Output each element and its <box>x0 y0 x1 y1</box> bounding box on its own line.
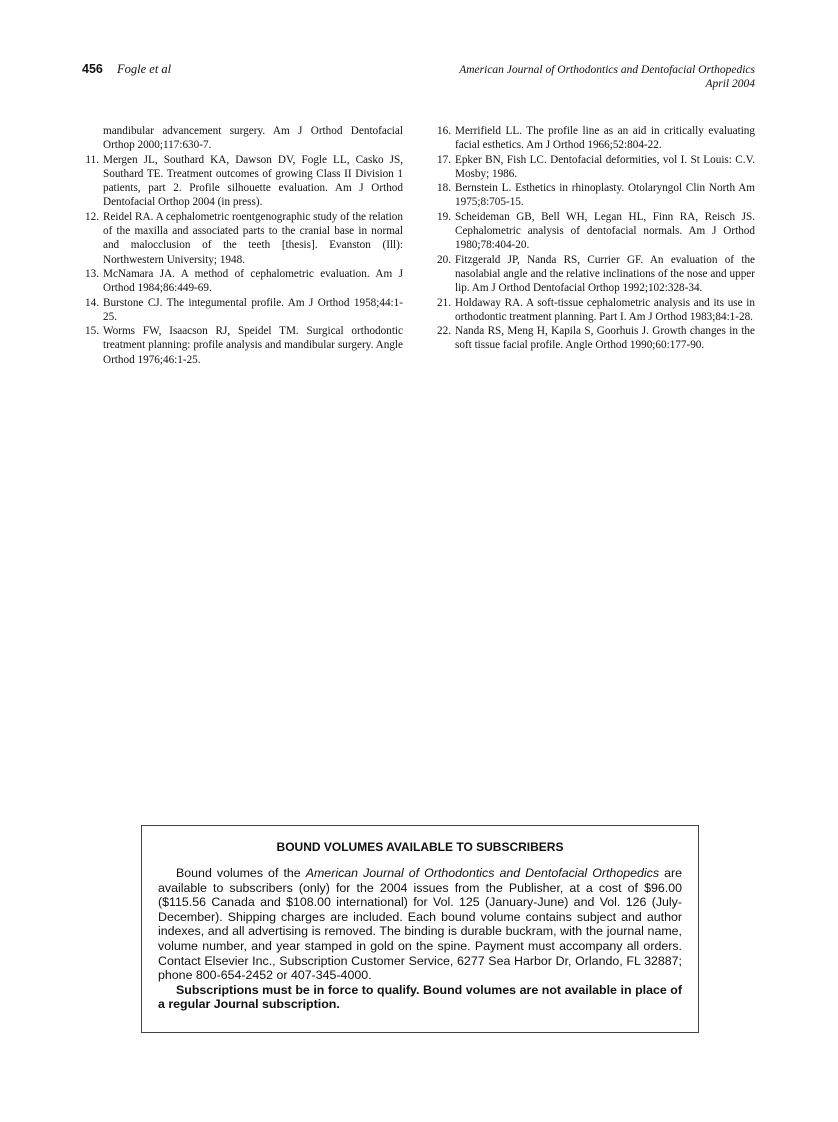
reference-item <box>437 296 755 325</box>
reference-item <box>437 324 755 353</box>
bound-volumes-notice <box>141 825 699 1033</box>
notice-journal: American Journal of Orthodontics and Dentofacial Orthopedics <box>305 866 660 880</box>
notice-title: BOUND VOLUMES AVAILABLE TO SUBSCRIBERS <box>276 840 564 854</box>
notice-text: are available to subscribers (only) for the 2004 issues from the Publisher, at a cost of $96.00 ($115.56 Canada and $108.00 international) for Vol. 125 (January-June) and Vol. 126 (July-December). Shipping charges are included. Each bound volume contains subject and author indexes, and all advertising is removed. The binding is durable buckram, with the journal name, volume number, and year stamped in gold on the spine. Payment must accompany all orders. Contact Elsevier Inc., Subscription Customer Service, 6277 Sea Harbor Dr, Orlando, FL 32887; phone 800-654-2452 or 407-345-4000. <box>158 866 682 983</box>
references-left-column <box>85 124 403 367</box>
reference-number: 17. <box>437 153 451 166</box>
reference-item <box>85 153 403 210</box>
reference-number: 18. <box>437 182 451 195</box>
notice-text: Bound volumes of the <box>176 866 306 880</box>
reference-text: Fitzgerald JP, Nanda RS, Currier GF. An evaluation of the nasolabial angle and the relative inclinations of the nose and upper lip. Am J Orthod Dentofacial Orthop 1992;102:328-34. <box>455 253 755 295</box>
reference-number: 20. <box>437 253 451 266</box>
references-right-column <box>437 124 755 353</box>
reference-text: Worms FW, Isaacson RJ, Speidel TM. Surgical orthodontic treatment planning: profile analysis and mandibular surgery. Angle Orthod 1976;46:1-25. <box>103 325 403 366</box>
reference-number: 12. <box>85 210 99 223</box>
reference-text: Merrifield LL. The profile line as an aid in critically evaluating facial esthetics. Am J Orthod 1966;52:804-22. <box>455 125 755 152</box>
reference-number: 16. <box>437 125 451 137</box>
reference-number: 11. <box>85 153 99 166</box>
reference-text: McNamara JA. A method of cephalometric evaluation. Am J Orthod 1984;86:449-69. <box>103 267 403 295</box>
notice-body <box>158 866 682 1012</box>
reference-text: Bernstein L. Esthetics in rhinoplasty. Otolaryngol Clin North Am 1975;8:705-15. <box>455 182 755 209</box>
reference-item <box>437 181 755 210</box>
reference-text: Mergen JL, Southard KA, Dawson DV, Fogle LL, Casko JS, Southard TE. Treatment outcomes of growing Class II Division 1 patients, part 2. Profile silhouette evaluation. Am J Orthod Dentofacial Orthop 2004 (in press). <box>103 153 403 209</box>
issue-date: April 2004 <box>705 78 755 90</box>
running-authors: Fogle et al <box>117 62 172 76</box>
reference-item <box>437 153 755 182</box>
page-number: 456 <box>82 62 103 76</box>
reference-text: Nanda RS, Meng H, Kapila S, Goorhuis J. Growth changes in the soft tissue facial profile. Angle Orthod 1990;60:177-90. <box>455 325 755 352</box>
journal-name: American Journal of Orthodontics and Dentofacial Orthopedics <box>459 64 755 76</box>
reference-number: 22. <box>437 325 451 338</box>
notice-bold-note: Subscriptions must be in force to qualify. Bound volumes are not available in place of a regular Journal subscription. <box>158 982 682 1012</box>
reference-number: 15. <box>85 325 99 338</box>
reference-text: Reidel RA. A cephalometric roentgenographic study of the relation of the maxilla and associated parts to the cranial base in normal and malocclusion of the teeth [thesis]. Evanston (Ill): Northwestern University; 1948. <box>103 210 403 266</box>
reference-number: 19. <box>437 210 451 223</box>
reference-item <box>85 324 403 367</box>
reference-text: Holdaway RA. A soft-tissue cephalometric analysis and its use in orthodontic treatment planning. Part I. Am J Orthod 1983;84:1-28. <box>455 296 755 323</box>
reference-item <box>437 210 755 253</box>
reference-text: Epker BN, Fish LC. Dentofacial deformities, vol I. St Louis: C.V. Mosby; 1986. <box>455 153 755 180</box>
reference-text: mandibular advancement surgery. Am J Orthod Dentofacial Orthop 2000;117:630-7. <box>103 125 403 152</box>
reference-item <box>437 124 755 153</box>
reference-item <box>85 267 403 296</box>
reference-item <box>437 253 755 296</box>
reference-text: Scheideman GB, Bell WH, Legan HL, Finn RA, Reisch JS. Cephalometric analysis of dentofacial normals. Am J Orthod 1980;78:404-20. <box>455 210 755 252</box>
reference-number: 21. <box>437 296 451 309</box>
reference-text: Burstone CJ. The integumental profile. Am J Orthod 1958;44:1-25. <box>103 296 403 323</box>
reference-item <box>103 124 403 153</box>
reference-number: 14. <box>85 296 99 309</box>
running-journal <box>459 63 755 91</box>
reference-item <box>85 296 403 325</box>
reference-number: 13. <box>85 267 99 280</box>
reference-item <box>85 210 403 267</box>
